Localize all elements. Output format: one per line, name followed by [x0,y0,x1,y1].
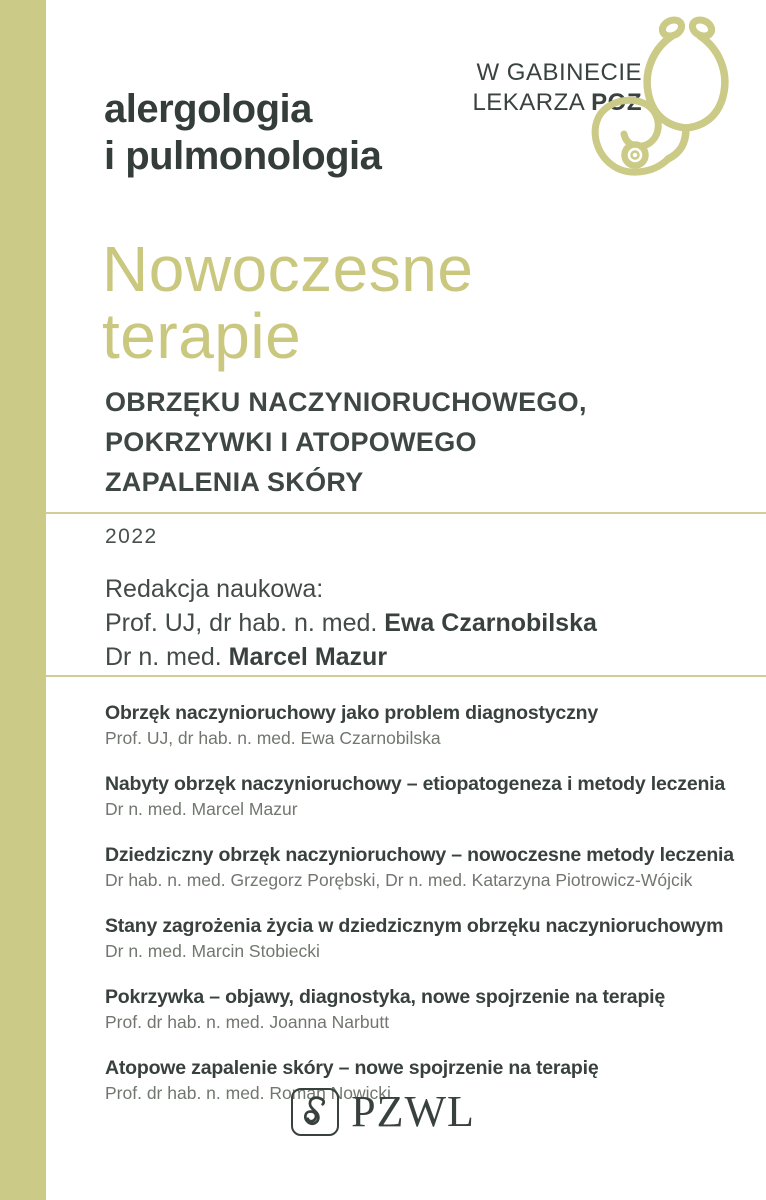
chapter-item [105,771,758,821]
series-title [104,86,381,180]
brand-line1: W GABINECIE [476,59,642,86]
subtitle-line3: ZAPALENIA SKÓRY [105,467,364,497]
chapter-item [105,842,758,892]
divider-bottom [46,675,766,677]
chapter-authors: Dr n. med. Marcin Stobiecki [105,941,320,961]
subtitle-line2: POKRZYWKI I ATOPOWEGO [105,427,477,457]
chapter-title: Dziedziczny obrzęk naczynioruchowy – nowoczesne metody leczenia [105,844,734,866]
editors-heading: Redakcja naukowa: [105,575,324,603]
left-accent-bar [0,0,46,1200]
series-title-line2: i pulmonologia [104,134,382,178]
book-title [102,233,474,372]
editors-section [105,572,597,674]
chapter-authors: Prof. dr hab. n. med. Joanna Narbutt [105,1012,390,1032]
editor-2-degrees: Dr n. med. [105,643,229,671]
editor-2-name: Marcel Mazur [228,643,388,671]
editor-line-1 [105,606,597,640]
title-line1: Nowoczesne [102,233,474,305]
pzwl-swan-icon [298,1094,332,1130]
chapter-item [105,984,758,1034]
brand-line2-normal: LEKARZA [472,89,592,116]
publication-year: 2022 [105,525,158,548]
editor-line-2 [105,640,597,674]
chapter-authors: Prof. UJ, dr hab. n. med. Ewa Czarnobilska [105,728,441,748]
chapter-title: Stany zagrożenia życia w dziedzicznym obrzęku naczynioruchowym [105,915,724,937]
book-subtitle [105,382,587,502]
chapter-item [105,700,758,750]
brand-line2-bold: POZ [591,89,642,116]
chapter-title: Nabyty obrzęk naczynioruchowy – etiopatogeneza i metody leczenia [105,773,726,795]
title-line2: terapie [102,300,302,372]
chapter-authors: Dr hab. n. med. Grzegorz Porębski, Dr n. med. Katarzyna Piotrowicz-Wójcik [105,870,693,890]
editor-1-name: Ewa Czarnobilska [384,609,597,637]
chapter-title: Atopowe zapalenie skóry – nowe spojrzenie na terapię [105,1057,599,1079]
stethoscope-icon [578,12,744,192]
publisher-name: PZWL [351,1087,475,1136]
chapter-title: Pokrzywka – objawy, diagnostyka, nowe spojrzenie na terapię [105,986,666,1008]
subtitle-line1: OBRZĘKU NACZYNIORUCHOWEGO, [105,387,587,417]
chapters-list [105,700,758,1126]
pzwl-logo-box [291,1088,339,1136]
chapter-item [105,913,758,963]
series-title-line1: alergologia [104,87,312,131]
publisher-logo [0,1088,766,1136]
chapter-authors: Prof. dr hab. n. med. Roman Nowicki [105,1083,391,1103]
editor-1-degrees: Prof. UJ, dr hab. n. med. [105,609,385,637]
chapter-authors: Dr n. med. Marcel Mazur [105,799,298,819]
divider-top [46,512,766,514]
chapter-title: Obrzęk naczynioruchowy jako problem diagnostyczny [105,702,598,724]
